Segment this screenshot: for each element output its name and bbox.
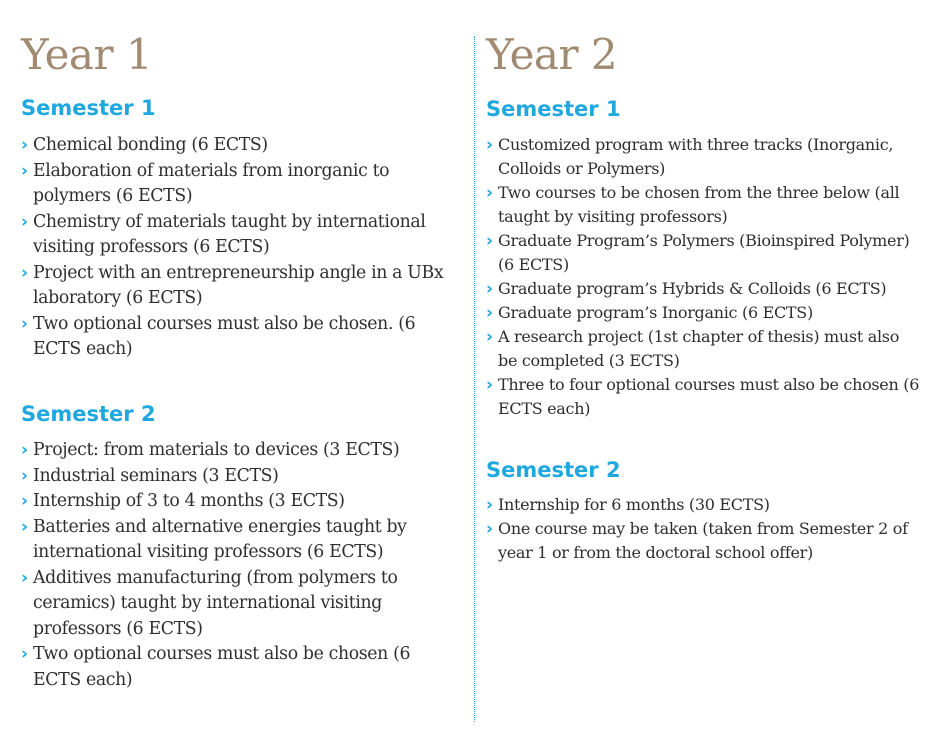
list-item: › Chemistry of materials taught by international visiting professors (6 ECTS): [21, 211, 426, 257]
list-item: › Additives manufacturing (from polymers to ceramics) taught by international visiting professors (6 ECTS): [21, 567, 398, 639]
list-item: › Chemical bonding (6 ECTS): [21, 133, 451, 159]
chevron-right-icon: ›: [21, 516, 28, 537]
list-item: › Project: from materials to devices (3 ECTS): [21, 438, 453, 464]
list-item: › Internship of 3 to 4 months (3 ECTS): [21, 489, 453, 515]
chevron-right-icon: ›: [486, 183, 493, 203]
list-item: › Batteries and alternative energies taught by international visiting professors (6 ECTS): [21, 516, 407, 562]
list-item: › Internship for 6 months (30 ECTS): [486, 495, 770, 515]
chevron-right-icon: ›: [486, 495, 493, 515]
list-item: › Two optional courses must also be chosen (6 ECTS each): [21, 644, 411, 690]
list-item: › Elaboration of materials from inorganic to polymers (6 ECTS): [21, 160, 390, 206]
chevron-right-icon: ›: [486, 135, 493, 155]
chevron-right-icon: ›: [21, 211, 28, 232]
chevron-right-icon: ›: [486, 231, 493, 251]
year1-semester2-list: [21, 438, 453, 693]
year1-semester1-title: Semester 1: [21, 96, 156, 120]
year2-semester1-list: [486, 133, 922, 421]
chevron-right-icon: ›: [21, 262, 28, 283]
chevron-right-icon: ›: [486, 279, 493, 299]
chevron-right-icon: ›: [21, 465, 28, 486]
list-item: › Graduate program’s Hybrids & Colloids (6 ECTS): [486, 279, 887, 299]
list-item: › Project with an entrepreneurship angle in a UBx laboratory (6 ECTS): [21, 262, 444, 308]
list-item: › Industrial seminars (3 ECTS): [21, 464, 453, 490]
chevron-right-icon: ›: [486, 303, 493, 323]
year1-title: Year 1: [21, 30, 153, 79]
year1-semester1-list: [21, 133, 451, 363]
list-item: › A research project (1st chapter of thesis) must also be completed (3 ECTS): [486, 327, 900, 370]
year2-semester2-list: [486, 493, 922, 565]
list-item: › Graduate program’s Inorganic (6 ECTS): [486, 303, 813, 323]
list-item: › Graduate Program’s Polymers (Bioinspired Polymer) (6 ECTS): [486, 231, 910, 274]
chevron-right-icon: ›: [21, 644, 28, 664]
chevron-right-icon: ›: [21, 567, 28, 588]
list-item: › One course may be taken (taken from Semester 2 of year 1 or from the doctoral school offer): [486, 519, 908, 562]
year2-title: Year 2: [486, 30, 618, 79]
list-item: › Three to four optional courses must also be chosen (6 ECTS each): [486, 375, 920, 418]
chevron-right-icon: ›: [486, 375, 493, 395]
year1-semester2-title: Semester 2: [21, 402, 156, 426]
chevron-right-icon: ›: [486, 519, 493, 539]
chevron-right-icon: ›: [21, 160, 28, 181]
list-item: › Two courses to be chosen from the three below (all taught by visiting professors): [486, 183, 900, 226]
year2-semester1-title: Semester 1: [486, 97, 621, 121]
chevron-right-icon: ›: [21, 440, 28, 460]
column-divider: [474, 36, 475, 722]
year2-semester2-title: Semester 2: [486, 458, 621, 482]
list-item: › Two optional courses must also be chosen. (6 ECTS each): [21, 313, 416, 359]
list-item: › Customized program with three tracks (Inorganic, Colloids or Polymers): [486, 135, 894, 178]
chevron-right-icon: ›: [21, 491, 28, 511]
chevron-right-icon: ›: [486, 327, 493, 347]
chevron-right-icon: ›: [21, 135, 28, 155]
chevron-right-icon: ›: [21, 313, 28, 334]
